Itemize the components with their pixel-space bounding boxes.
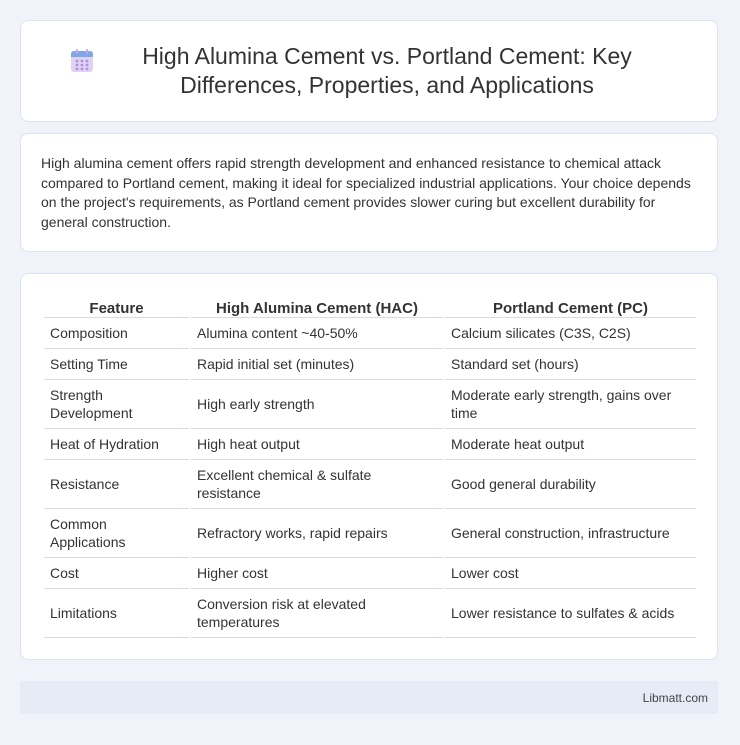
pc-cell: Moderate early strength, gains over time bbox=[445, 380, 696, 429]
footer bbox=[20, 681, 718, 714]
footer-brand: Libmatt.com bbox=[642, 690, 708, 705]
title-wrap bbox=[69, 42, 669, 100]
feature-cell: Composition bbox=[44, 318, 189, 349]
table-header-row bbox=[44, 296, 696, 318]
table-row bbox=[44, 509, 696, 558]
feature-cell: Setting Time bbox=[44, 349, 189, 380]
pc-cell: Good general durability bbox=[445, 460, 696, 509]
pc-cell: Lower cost bbox=[445, 558, 696, 589]
pc-cell: Moderate heat output bbox=[445, 429, 696, 460]
hac-cell: Rapid initial set (minutes) bbox=[191, 349, 443, 380]
intro-text: High alumina cement offers rapid strength development and enhanced resistance to chemical attack compared to Portland cement, making it ideal for specialized industrial applications. Your choice depends on the project's requirements, as Portland cement provides slower curing but excellent durability for general construction. bbox=[41, 155, 691, 230]
feature-cell: Resistance bbox=[44, 460, 189, 509]
table-row bbox=[44, 429, 696, 460]
feature-cell: Limitations bbox=[44, 589, 189, 638]
feature-cell: Cost bbox=[44, 558, 189, 589]
pc-cell: Calcium silicates (C3S, C2S) bbox=[445, 318, 696, 349]
title-card bbox=[20, 20, 718, 122]
pc-cell: Lower resistance to sulfates & acids bbox=[445, 589, 696, 638]
feature-cell: Heat of Hydration bbox=[44, 429, 189, 460]
hac-cell: Excellent chemical & sulfate resistance bbox=[191, 460, 443, 509]
header-pc: Portland Cement (PC) bbox=[445, 296, 696, 318]
hac-cell: Refractory works, rapid repairs bbox=[191, 509, 443, 558]
feature-cell: Common Applications bbox=[44, 509, 189, 558]
intro-card bbox=[20, 133, 718, 252]
table-row bbox=[44, 589, 696, 638]
header-hac: High Alumina Cement (HAC) bbox=[191, 296, 443, 318]
hac-cell: Alumina content ~40-50% bbox=[191, 318, 443, 349]
table-row bbox=[44, 349, 696, 380]
pc-cell: General construction, infrastructure bbox=[445, 509, 696, 558]
pc-cell: Standard set (hours) bbox=[445, 349, 696, 380]
hac-cell: Conversion risk at elevated temperatures bbox=[191, 589, 443, 638]
comparison-table-card bbox=[20, 273, 718, 660]
table-row bbox=[44, 558, 696, 589]
calendar-icon bbox=[69, 48, 95, 74]
table-row bbox=[44, 380, 696, 429]
comparison-table bbox=[42, 296, 698, 638]
hac-cell: High early strength bbox=[191, 380, 443, 429]
table-row bbox=[44, 318, 696, 349]
hac-cell: High heat output bbox=[191, 429, 443, 460]
header-feature: Feature bbox=[44, 296, 189, 318]
page-title: High Alumina Cement vs. Portland Cement: Key Differences, Properties, and Applications bbox=[142, 43, 632, 98]
hac-cell: Higher cost bbox=[191, 558, 443, 589]
table-row bbox=[44, 460, 696, 509]
feature-cell: Strength Development bbox=[44, 380, 189, 429]
